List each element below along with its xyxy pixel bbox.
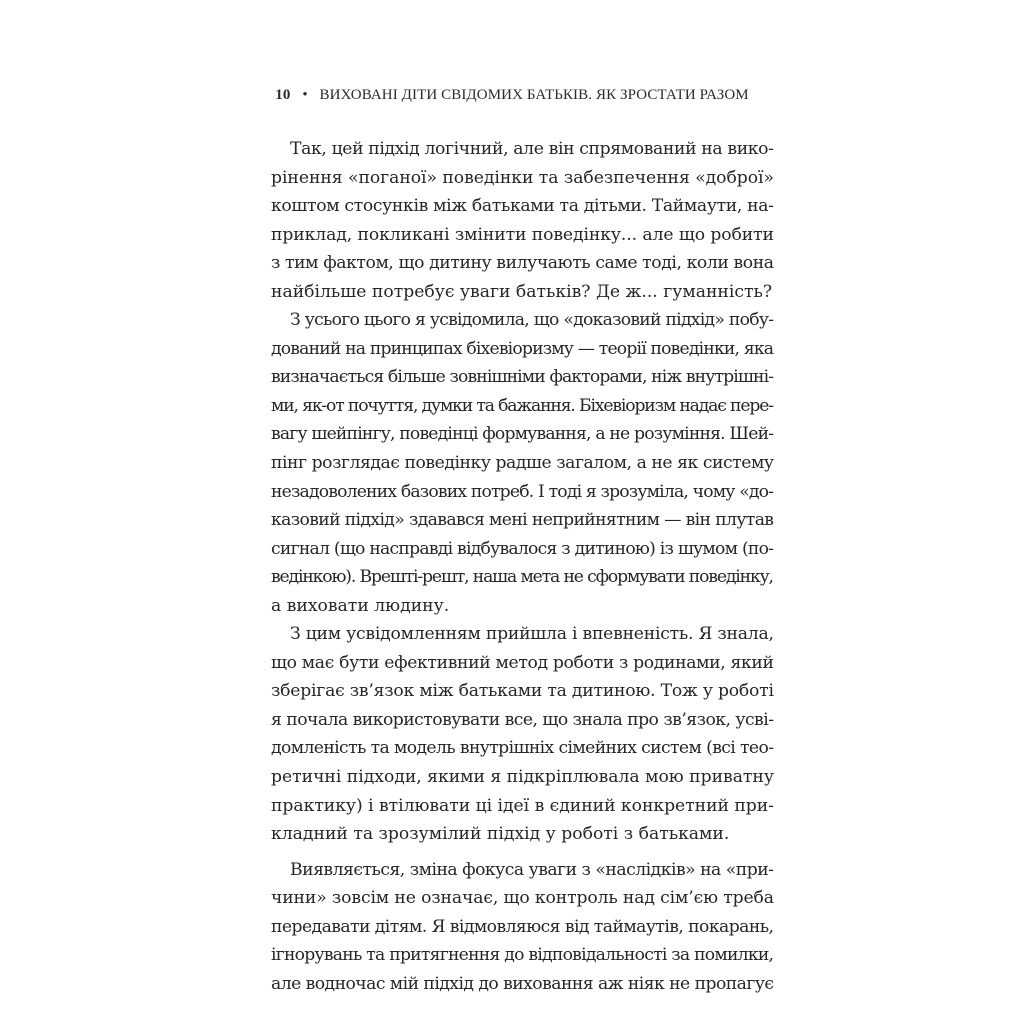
- text-line: але водночас мій підхід до виховання аж ніяк не пропагує: [271, 973, 774, 994]
- text-line: коштом стосунків між батьками та дітьми. Таймаути, на-: [271, 196, 774, 217]
- text-line: ми, як-от почуття, думки та бажання. Біхевіоризм надає пере-: [271, 395, 773, 416]
- text-line: кладний та зрозумілий підхід у роботі з батьками.: [271, 824, 730, 845]
- text-line: вагу шейпінгу, поведінці формування, а не розуміння. Шей-: [271, 424, 774, 445]
- text-line: передавати дітям. Я відмовляюся від таймаутів, покарань,: [271, 916, 774, 937]
- text-line: чини» зовсім не означає, що контроль над сім’єю треба: [271, 888, 774, 909]
- text-line: приклад, покликані змінити поведінку... але що робити: [271, 224, 774, 245]
- text-line: З усього цього я усвідомила, що «доказовий підхід» побу-: [290, 310, 774, 331]
- text-line: ведінкою). Врешті-решт, наша мета не сформувати поведінку,: [271, 567, 773, 588]
- text-line: Виявляється, зміна фокуса уваги з «наслідків» на «при-: [290, 859, 774, 880]
- page-number: 10: [275, 87, 291, 103]
- text-line: рінення «поганої» поведінки та забезпечення «доброї»: [271, 167, 774, 188]
- header-separator: •: [302, 87, 308, 103]
- paragraph-4: [271, 856, 774, 999]
- text-line: домленість та модель внутрішніх сімейних систем (всі тео-: [271, 738, 774, 759]
- paragraph-1: [271, 135, 774, 306]
- text-line: що має бути ефективний метод роботи з родинами, який: [271, 652, 774, 673]
- text-line: казовий підхід» здавався мені неприйнятним — він плутав: [271, 510, 774, 531]
- text-line: зберігає зв’язок між батьками та дитиною. Тож у роботі: [271, 681, 774, 702]
- text-line: я почала використовувати все, що знала про зв’язок, усві-: [271, 709, 774, 730]
- text-line: З цим усвідомленням прийшла і впевненість. Я знала,: [290, 624, 774, 645]
- text-line: Так, цей підхід логічний, але він спрямований на вико-: [290, 139, 774, 159]
- text-line: а виховати людину.: [271, 595, 450, 616]
- text-line: визначається більше зовнішніми факторами, ніж внутрішні-: [271, 367, 774, 388]
- running-header: [0, 87, 1024, 104]
- text-line: ігнорувань та притягнення до відповідальності за помилки,: [271, 945, 774, 966]
- text-line: з тим фактом, що дитину вилучають саме тоді, коли вона: [271, 253, 774, 274]
- paragraph-2: [271, 306, 774, 620]
- text-line: сигнал (що насправді відбувалося з дитиною) із шумом (по-: [271, 538, 774, 559]
- text-line: дований на принципах біхевіоризму — теорії поведінки, яка: [271, 338, 774, 359]
- paragraph-3: [271, 620, 774, 848]
- text-line: незадоволених базових потреб. І тоді я зрозуміла, чому «до-: [271, 481, 774, 502]
- text-line: найбільше потребує уваги батьків? Де ж... гуманність?: [271, 281, 773, 302]
- text-line: ретичні підходи, якими я підкріплювала мою приватну: [271, 767, 774, 788]
- body-text: [271, 135, 774, 998]
- text-line: практику) і втілювати ці ідеї в єдиний конкретний при-: [271, 795, 774, 816]
- running-title: ВИХОВАНІ ДІТИ СВІДОМИХ БАТЬКІВ. ЯК ЗРОСТАТИ РАЗОМ: [319, 87, 749, 103]
- text-line: пінг розглядає поведінку радше загалом, а не як систему: [271, 453, 774, 474]
